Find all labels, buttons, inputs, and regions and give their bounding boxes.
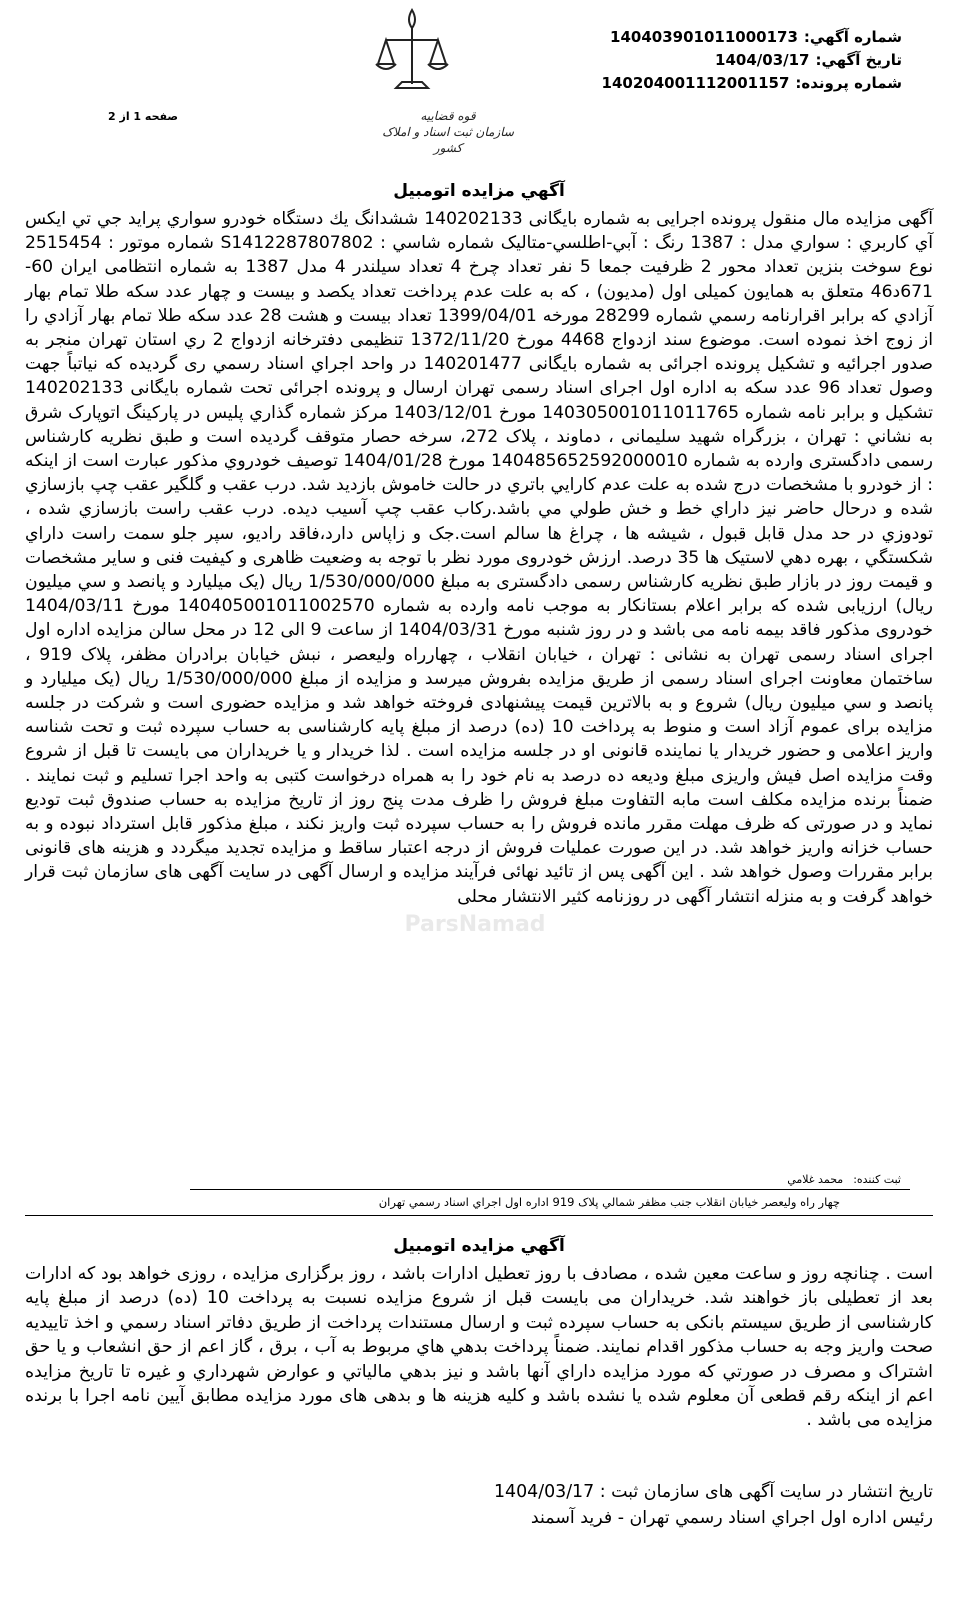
notice-title: آگهي مزايده اتومبيل [393,181,565,201]
notice-body-text: آگهی مزایده مال منقول پرونده اجرایی به شماره بایگانی 140202133 ششدانگ يك دستگاه خودرو سواري پرايد جي تي ايكس آي كاربري : سواري مدل : 1387 رنگ : آبي-اطلسي-متاليک شماره شاسي : S1412287807802 شماره موتور : 2515454 نوع سوخت بنزين تعداد محور 2 ظرفيت جمعا 5 نفر تعداد چرخ 4 تعداد سيلندر 4 مدل 1387 به شماره انتظامی ایران 60-671د46 متعلق به همايون كميلى اول (مديون) ، كه به علت عدم پرداخت تعداد يكصد و بيست و چهار عدد سكه طلا تمام بهار آزادي كه برابر اقرارنامه رسمي شماره 28299 مورخه 1399/04/01 تعداد بيست و هشت 28 عدد سكه طلا تمام بهار آزادي را از زوج اخذ نموده است. موضوع سند ازدواج 4468 مورخ 1372/11/20 تنظيمی دفترخانه ازدواج 2 ري استان تهران منجر به صدور اجرائيه و تشكيل پرونده اجرائی به شماره بايگانی 140201477 در واحد اجراي اسناد رسمي ری گرديده كه نياتباً جهت وصول تعداد 96 عدد سكه به اداره اول اجرای اسناد رسمی تهران ارسال و پرونده اجرائی تحت شماره بايگانی 140202133 تشكيل و برابر نامه شماره 14030500101101176​5 مورخ 1403/12/01 مركز شماره گذاري پليس در پاركينگ اتوپارک شرق به نشاني : تهران ، بزرگراه شهيد سليمانی ، دماوند ، پلاک 272، سرخه حصار متوقف گرديده است و طبق نظريه كارشناس رسمی دادگستری وارده به شماره 14048565259200001​0 مورخ 1404/01/28 توصيف خودروي مذكور عبارت است از اينكه : از خودرو با مشخصات درج شده به علت عدم كارايي باتري در حالت خاموش بازديد شد. درب عقب و گلگير عقب چپ بازسازي شده و درحال حاضر نيز داراي خط و خش طولي مي باشد.ركاب عقب چپ آسيب ديده. درب عقب راست بازسازي شده ، تودوزي در حد مدل قابل قبول ، شيشه ها ، چراغ ها سالم است.جک و زاپاس دارد،فاقد راديو، سپر جلو سمت راست داراي شكستگي ، بهره دهي لاستيک ها 35 درصد. ارزش خودروی مورد نظر با توجه به وضعيت ظاهری و كيفيت فنی و ساير مشخصات و قيمت روز در بازار طبق نظريه كارشناس رسمی دادگستری به مبلغ 1/530/000/000 ريال (يک ميليارد و پانصد و سي ميليون ريال) ارزيابی شده كه برابر اعلام بستانكار به موجب نامه وارده به شماره 14040500101100257​0 مورخ 1404/03/11 خودروی مذكور فاقد بيمه نامه می باشد و در روز شنبه مورخ 1404/03/31 از ساعت 9 الی 12 در محل سالن مزايده اداره اول اجرای اسناد رسمی تهران به نشانی : تهران ، خيابان انقلاب ، چهارراه وليعصر ، نبش خيابان برادران مظفر، پلاک 919 ، ساختمان معاونت اجرای اسناد رسمی از طريق مزايده بفروش ميرسد و مزايده از مبلغ 1/530/000/000 ريال (يک ميليارد و پانصد و سي ميليون ريال) شروع و به بالاترين قيمت پيشنهادی فروخته خواهد شد و مزايده حضوری است و شركت در جلسه مزايده برای عموم آزاد است و منوط به پرداخت 10 (ده) درصد از مبلغ پايه كارشناسی به حساب سپرده ثبت و تحت شناسه واريز اعلامی و حضور خريدار يا نماينده قانونی او در جلسه مزايده است . لذا خريدار و يا خريداران می بايست تا قبل از شروع وقت مزايده اصل فيش واريزی مبلغ وديعه ده درصد به نام خود را به همراه درخواست كتبی به واحد اجرا تسليم و ثبت نمايند . ضمناً برنده مزايده مكلف است مابه التفاوت مبلغ فروش را ظرف مدت پنج روز از تاريخ مزايده به حساب صندوق ثبت توديع نمايد و در صورتی كه ظرف مهلت مقرر مانده فروش را به حساب سپرده ثبت واريز نكند ، مبلغ مذكور قابل استرداد نبوده و به حساب خزانه واريز خواهد شد. در اين صورت عمليات فروش از درجه اعتبار ساقط و مزايده تجديد ميگردد و هزينه های قانونی برابر مقررات وصول خواهد شد . اين آگهی پس از تائيد نهائی فرآيند مزايده و ارسال آگهی در سايت آگهی های سازمان ثبت قرار خواهد گرفت و به منزله انتشار آگهی در روزنامه كثير الانتشار محلی [25,209,934,907]
office-address: چهار راه وليعصر خيابان انقلاب جنب مظفر شمالي پلاک 919 اداره اول اجراي اسناد رسمي تهران [378,1195,840,1209]
notice-date-label: تاريخ آگهي: [815,51,902,69]
notice-header-info [596,26,902,95]
case-number-label: شماره پرونده: [795,74,902,92]
page2-body [25,1262,933,1433]
page2-title: آگهي مزايده اتومبيل [393,1236,565,1256]
notice-number-row [596,26,902,49]
org-line-2: سازمان ثبت اسناد و املاک کشور [382,125,514,155]
page-divider [25,1215,933,1216]
divider [190,1189,910,1190]
publish-date-row [494,1482,933,1502]
page-indicator: صفحه 1 از 2 [108,110,179,123]
org-line-1: قوه قضاییه [420,109,476,123]
signature-line: رئيس اداره اول اجراي اسناد رسمي تهران - فريد آسمند [530,1508,933,1528]
notice-number-label: شماره آگهي: [803,28,902,46]
publish-label: تاريخ انتشار در سايت آگهی های سازمان ثبت : [599,1482,933,1502]
notice-body [25,207,933,909]
watermark-text: ParsNamad [404,912,546,937]
case-number-row [596,72,902,95]
organization-signature [378,108,518,155]
publish-date: 1404/03/17 [493,1482,595,1502]
watermark-logo [400,893,550,953]
notice-date-value: 1404/03/17 [715,51,810,69]
notice-date-row [596,49,902,72]
judiciary-emblem-icon [372,2,452,102]
registrar-label: ثبت كننده: [853,1173,901,1186]
registrar-row [777,1173,901,1186]
registrar-name: محمد غلامي [787,1173,844,1186]
case-number-value: 14020400111200115​7 [601,74,790,92]
notice-number-value: 14040390101100017​3 [610,28,798,46]
page2-body-text: است . چنانچه روز و ساعت معين شده ، مصادف با روز تعطيل ادارات باشد ، روز برگزاری مزايده ، روزی خواهد بود كه ادارات بعد از تعطيلی باز خواهند شد. خريداران می بايست قبل از شروع مزايده نسبت به پرداخت 10 (ده) درصد از مبلغ پايه كارشناسی از طريق سيستم بانكی به حساب سپرده ثبت و ارسال مستندات پرداخت از طريق دفاتر اسناد رسمي و اخذ تاييديه صحت واريز وجه به حساب مذكور اقدام نمايند. ضمناً پرداخت بدهي هاي مربوط به آب ، برق ، گاز اعم از حق انشعاب و يا حق اشتراک و مصرف در صورتي كه مورد مزايده داراي آنها باشد و نيز بدهي مالياتي و عوارض شهرداري و غيره تا تاريخ مزايده اعم از اينكه رقم قطعی آن معلوم شده يا نشده باشد و كليه هزينه ها و بدهی های مورد مزايده مطابق آيين نامه اجرا با برنده مزايده می باشد . [25,1264,934,1431]
